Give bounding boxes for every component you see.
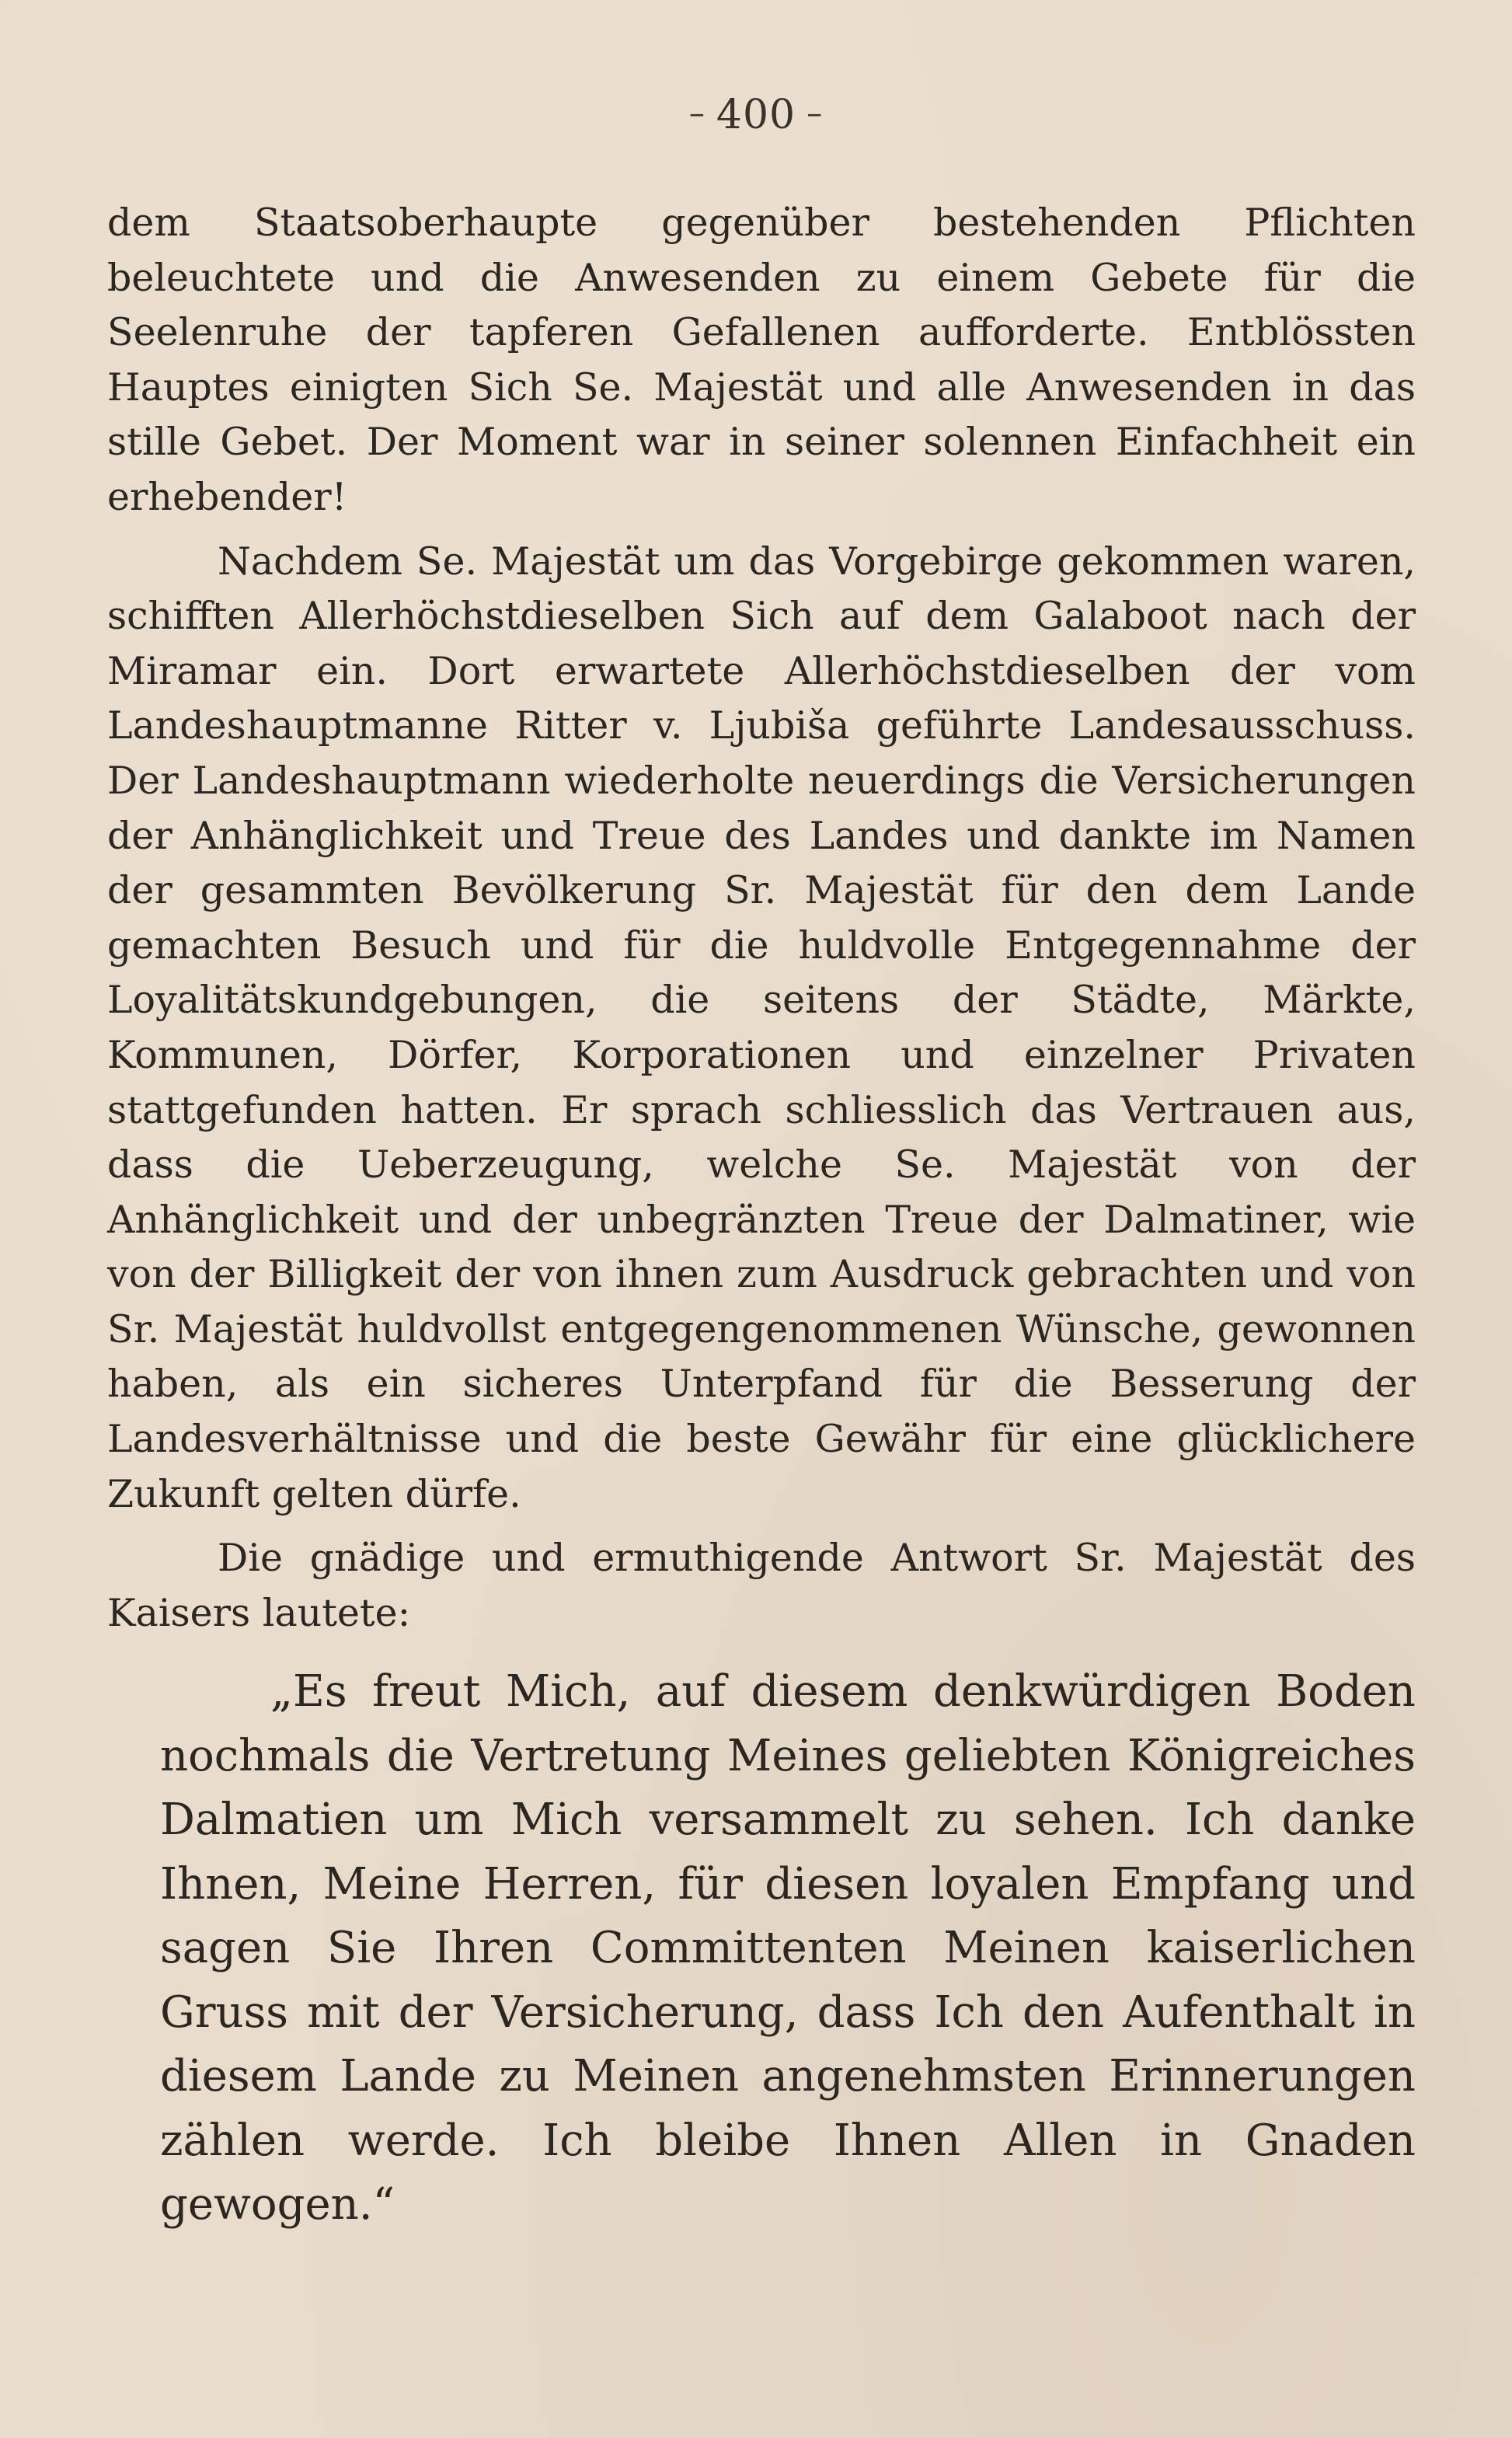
paragraph-landesausschuss: Nachdem Se. Majestät um das Vorgebirge gekommen waren, schifften Allerhöchstdieselben Sich auf dem Galaboot nach der Miramar ein. Dort erwartete Allerhöchstdieselben der vom Landeshauptmanne Ritter v. Ljubiša geführte Landesausschuss. Der Landeshauptmann wiederholte neuerdings die Versicherungen der Anhänglichkeit und Treue des Landes und dankte im Namen der gesammten Bevölkerung Sr. Majestät für den dem Lande gemachten Besuch und für die huldvolle Entgegennahme der Loyalitätskundgebungen, die seitens der Städte, Märkte, Kommunen, Dörfer, Korporationen und einzelner Privaten stattgefunden hatten. Er sprach schliesslich das Vertrauen aus, dass die Ueberzeugung, welche Se. Majestät von der Anhänglichkeit und der unbegränzten Treue der Dalmatiner, wie von der Billigkeit der von ihnen zum Ausdruck gebrachten und von Sr. Majestät huldvollst entgegengenommenen Wünsche, gewonnen haben, als ein sicheres Unterpfand für die Besserung der Landesverhältnisse und die beste Gewähr für eine glücklichere Zukunft gelten dürfe. bbox=[107, 539, 1416, 1516]
paragraph-antwort-intro: Die gnädige und ermuthigende Antwort Sr. Majestät des Kaisers lautete: bbox=[107, 1536, 1416, 1635]
left-ornament: – bbox=[688, 96, 705, 131]
right-ornament: – bbox=[807, 96, 824, 131]
paragraph-continued: dem Staatsoberhaupte gegenüber bestehenden Pflichten beleuchtete und die Anwesenden zu einem Gebete für die Seelenruhe der tapferen Gefallenen aufforderte. Entblössten Hauptes einigten Sich Se. Majestät und alle Anwesenden in das stille Gebet. Der Moment war in seiner solennen Einfachheit ein erhebender! bbox=[107, 201, 1416, 519]
page-header bbox=[0, 92, 1512, 138]
page-number: 400 bbox=[716, 92, 796, 138]
emperor-quote: „Es freut Mich, auf diesem denkwürdigen Boden nochmals die Vertretung Meines geliebten Königreiches Dalmatien um Mich versammelt zu sehen. Ich danke Ihnen, Meine Herren, für diesen loyalen Empfang und sagen Sie Ihren Committenten Meinen kaiserlichen Gruss mit der Versicherung, dass Ich den Aufenthalt in diesem Lande zu Meinen angenehmsten Erinnerungen zählen werde. Ich bleibe Ihnen Allen in Gnaden gewogen.“ bbox=[160, 1666, 1416, 2230]
main-text bbox=[107, 196, 1416, 1641]
